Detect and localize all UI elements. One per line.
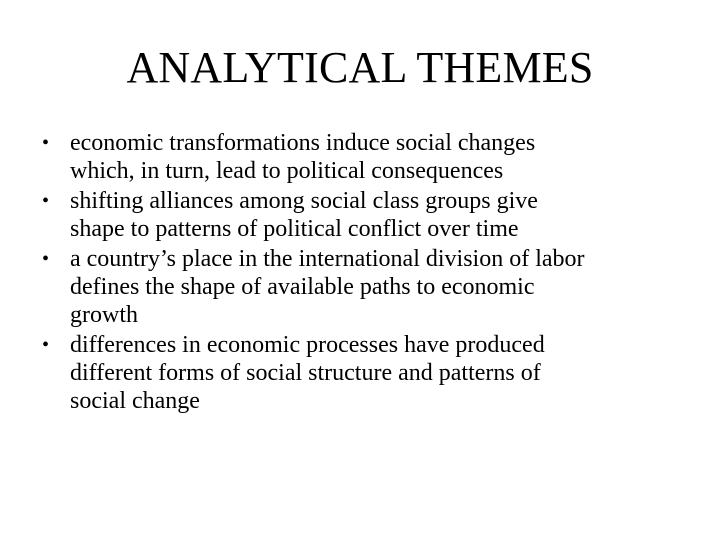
bullet-text-line: shifting alliances among social class groups give — [70, 188, 538, 214]
slide-title: ANALYTICAL THEMES — [126, 43, 594, 92]
bullet-icon: • — [42, 334, 50, 356]
bullet-text-line: economic transformations induce social changes — [70, 130, 536, 156]
bullet-item — [40, 129, 700, 185]
bullet-icon: • — [42, 248, 50, 270]
bullet-item — [40, 331, 700, 415]
bullet-text-line: social change — [70, 388, 200, 414]
bullet-text-line: which, in turn, lead to political consequences — [70, 158, 504, 184]
bullet-icon: • — [42, 190, 50, 212]
bullet-text-line: growth — [70, 302, 138, 328]
bullet-text-line: a country’s place in the international division of labor — [70, 246, 585, 272]
bullet-item — [40, 245, 700, 329]
bullet-text-line: differences in economic processes have produced — [70, 332, 545, 358]
bullet-text-line: defines the shape of available paths to economic — [70, 274, 535, 300]
bullet-text-line: different forms of social structure and patterns of — [70, 360, 541, 386]
bullet-list — [40, 129, 700, 417]
bullet-text-line: shape to patterns of political conflict over time — [70, 216, 519, 242]
bullet-icon: • — [42, 132, 50, 154]
bullet-item — [40, 187, 700, 243]
